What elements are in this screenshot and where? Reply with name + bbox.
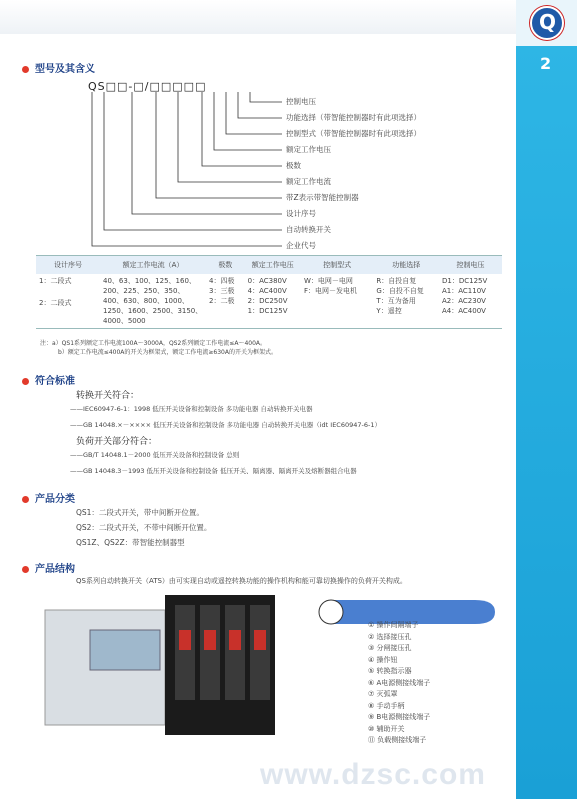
cell-line: 2：二极 xyxy=(209,297,235,305)
section-structure xyxy=(22,560,75,575)
model-part-label: 额定工作电压 xyxy=(286,145,331,154)
structure-label: ④ 操作钮 xyxy=(368,655,398,664)
diagram-line xyxy=(238,92,282,118)
th-control: 控制型式 xyxy=(301,256,373,275)
cell-line: 3：三极 xyxy=(209,287,235,295)
diagram-line xyxy=(132,92,282,214)
th-voltage: 额定工作电压 xyxy=(245,256,301,275)
model-part-label: 功能选择（带智能控制器时有此项选择） xyxy=(286,113,421,122)
structure-label: ⑤ 转换指示器 xyxy=(368,667,412,675)
section-classification xyxy=(22,490,75,505)
structure-label: ⑥ A电源侧接线端子 xyxy=(368,678,431,687)
class-line: QS2：二段式开关，不带中间断开位置。 xyxy=(76,523,212,532)
class-line: QS1：二段式开关，带中间断开位置。 xyxy=(76,508,204,517)
th-current: 额定工作电流（A） xyxy=(100,256,206,275)
section-model xyxy=(22,60,95,75)
cell-line: W：电网－电网 xyxy=(303,277,353,285)
model-part-label: 自动转换开关 xyxy=(286,225,331,234)
structure-label: ⑦ 灭弧罩 xyxy=(368,690,398,698)
th-design: 设计序号 xyxy=(36,256,100,275)
model-part-label: 控制型式（带智能控制器时有此项选择） xyxy=(286,129,421,138)
cell-function xyxy=(373,274,439,329)
cell-line: A2：AC230V xyxy=(442,297,486,305)
arc-chute xyxy=(254,630,266,650)
cell-voltage xyxy=(245,274,301,329)
note-b: b）额定工作电流≤400A的开关为框架式，额定工作电流≥630A的开关为框架式。 xyxy=(58,349,277,356)
bullet-icon xyxy=(22,496,29,503)
cell-line: A1：AC110V xyxy=(442,287,486,295)
model-part-label: 设计序号 xyxy=(286,209,316,218)
th-ctrl-voltage: 控制电压 xyxy=(439,256,502,275)
section-title: 符合标准 xyxy=(35,376,75,387)
cell-line: 0：AC380V xyxy=(247,277,287,285)
standard-line: ——GB/T 14048.1－2000 低压开关设备和控制设备 总则 xyxy=(70,451,240,459)
handle-ring xyxy=(319,600,343,624)
section-title: 产品结构 xyxy=(35,564,75,575)
model-part-label: 控制电压 xyxy=(286,97,316,106)
bullet-icon xyxy=(22,378,29,385)
transfer-title: 转换开关符合： xyxy=(76,391,140,401)
cell-poles xyxy=(206,274,245,329)
structure-label: ⑧ 手动手柄 xyxy=(368,701,405,710)
pole xyxy=(250,605,270,700)
watermark: www.dzsc.com xyxy=(260,758,486,791)
diagram-lines xyxy=(92,92,282,246)
pole xyxy=(175,605,195,700)
section-standards xyxy=(22,372,75,387)
logo-box xyxy=(516,0,577,46)
cell-line: 4：AC400V xyxy=(247,287,287,295)
structure-label: ② 选择接压孔 xyxy=(368,632,412,641)
standard-line: ——IEC60947-6-1：1998 低压开关设备和控制设备 多功能电器 自动转换开关电器 xyxy=(70,405,313,413)
pole xyxy=(225,605,245,700)
standard-line: ——GB 14048.×－×××× 低压开关设备和控制设备 多功能电器 自动转换开关电器（idt IEC60947-6-1） xyxy=(70,421,381,429)
cell-line: D1：DC125V xyxy=(442,277,488,285)
arc-chute xyxy=(204,630,216,650)
cell-design xyxy=(36,274,100,329)
cell-control xyxy=(301,274,373,329)
standard-line: ——GB 14048.3－1993 低压开关设备和控制设备 低压开关、隔离器、隔离开关及熔断器组合电器 xyxy=(70,467,357,475)
arc-chute xyxy=(229,630,241,650)
cell-current: 40、63、100、125、160、200、225、250、350、400、630、800、1000、1250、1600、2500、3150、4000、5000 xyxy=(100,274,206,329)
model-diagram xyxy=(0,90,516,260)
class-line: QS1Z、QS2Z：带智能控制器型 xyxy=(76,538,185,547)
cell-line: 1：二段式 xyxy=(39,277,72,285)
model-part-label: 企业代号 xyxy=(286,241,316,250)
top-banner xyxy=(0,0,516,34)
structure-intro: QS系列自动转换开关（ATS）由可实现自动或遥控转换功能的操作机构和能可靠切换操作的负荷开关构成。 xyxy=(76,577,407,585)
arc-chute xyxy=(179,630,191,650)
logo-letter: Q xyxy=(539,10,557,34)
company-logo xyxy=(530,6,564,40)
cell-line: T：互为备用 xyxy=(376,297,416,305)
diagram-line xyxy=(104,92,282,230)
load-title: 负荷开关部分符合： xyxy=(76,437,158,447)
diagram-line xyxy=(214,92,282,150)
th-function: 功能选择 xyxy=(373,256,439,275)
diagram-line xyxy=(250,92,282,102)
section-title: 产品分类 xyxy=(35,494,75,505)
product-photo xyxy=(35,590,515,755)
cell-line: 2：DC250V xyxy=(247,297,288,305)
cell-line: F：电网－发电机 xyxy=(303,287,357,295)
spec-table xyxy=(36,255,502,329)
cell-line: 2：二段式 xyxy=(39,299,72,307)
bullet-icon xyxy=(22,66,29,73)
diagram-line xyxy=(92,92,282,246)
diagram-line xyxy=(178,92,282,182)
cell-ctrl-voltage xyxy=(439,274,502,329)
cell-line: A4：AC400V xyxy=(442,307,486,315)
structure-label: ⑩ 辅助开关 xyxy=(368,724,405,733)
model-code: QS□□-□/□□□□□ xyxy=(88,80,207,93)
structure-label: ⑪ 负载侧接线端子 xyxy=(368,736,427,744)
cell-line: 1：DC125V xyxy=(247,307,288,315)
note-a: 注：a）QS1系列额定工作电流100A～3000A，QS2系列额定工作电流≤A～400A。 xyxy=(40,340,266,347)
model-part-label: 额定工作电流 xyxy=(286,177,331,186)
bullet-icon xyxy=(22,566,29,573)
pole xyxy=(200,605,220,700)
structure-label: ① 操作间隔端子 xyxy=(368,621,419,629)
controller-panel xyxy=(90,630,160,670)
table-header-row xyxy=(36,256,502,275)
structure-label: ⑨ B电源侧接线端子 xyxy=(368,713,431,721)
cell-line: 4：四极 xyxy=(209,277,235,285)
cell-line: Y：遥控 xyxy=(376,307,402,315)
section-title: 型号及其含义 xyxy=(35,64,95,75)
cell-line: R：自投自复 xyxy=(376,277,417,285)
th-poles: 极数 xyxy=(206,256,245,275)
page-number: 2 xyxy=(540,54,552,73)
model-part-label: 极数 xyxy=(286,161,301,170)
cell-line: G：自投不自复 xyxy=(376,287,424,295)
diagram-line xyxy=(226,92,282,134)
model-part-label: 带Z表示带智能控制器 xyxy=(286,193,359,202)
structure-label: ③ 分闸接压孔 xyxy=(368,644,412,652)
table-row xyxy=(36,274,502,329)
sidebar xyxy=(516,0,577,799)
